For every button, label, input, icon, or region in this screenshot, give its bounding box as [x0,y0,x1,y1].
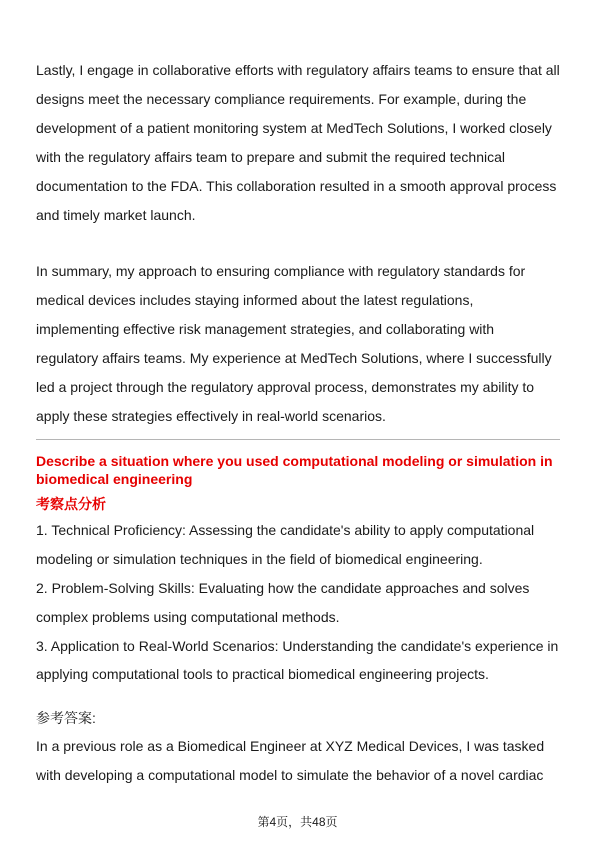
page-footer: 第4页，共48页 [257,815,338,829]
analysis-points [36,516,560,689]
analysis-point: 3. Application to Real-World Scenarios: Understanding the candidate's experience in applying computational tools to practical biomedical engineering projects. [36,637,559,683]
question-title: Describe a situation where you used computational modeling or simulation in biomedical engineering [36,452,553,487]
section-divider [36,439,560,440]
document-page [36,56,560,790]
answer-text: In a previous role as a Biomedical Engineer at XYZ Medical Devices, I was tasked with developing a computational model to simulate the behavior of a novel cardiac [36,738,545,784]
paragraph-collaboration: Lastly, I engage in collaborative efforts with regulatory affairs teams to ensure that all designs meet the necessary compliance requirements. For example, during the development of a patient monitoring system at MedTech Solutions, I worked closely with the regulatory affairs team to prepare and submit the required technical documentation to the FDA. This collaboration resulted in a smooth approval process and timely market launch. [36,62,560,223]
analysis-point: 1. Technical Proficiency: Assessing the candidate's ability to apply computational modeling or simulation techniques in the field of biomedical engineering. [36,521,535,567]
answer-gap [36,689,560,704]
paragraph-summary: In summary, my approach to ensuring compliance with regulatory standards for medical devices includes staying informed about the latest regulations, implementing effective risk management strategies, and collaborating with regulatory affairs teams. My experience at MedTech Solutions, where I successfully led a project through the regulatory approval process, demonstrates my ability to apply these strategies effectively in real-world scenarios. [36,263,552,424]
answer-label: 参考答案: [36,710,96,727]
paragraph-gap [36,229,560,257]
analysis-heading: 考察点分析 [36,495,106,512]
analysis-point: 2. Problem-Solving Skills: Evaluating how the candidate approaches and solves complex problems using computational methods. [36,579,530,625]
